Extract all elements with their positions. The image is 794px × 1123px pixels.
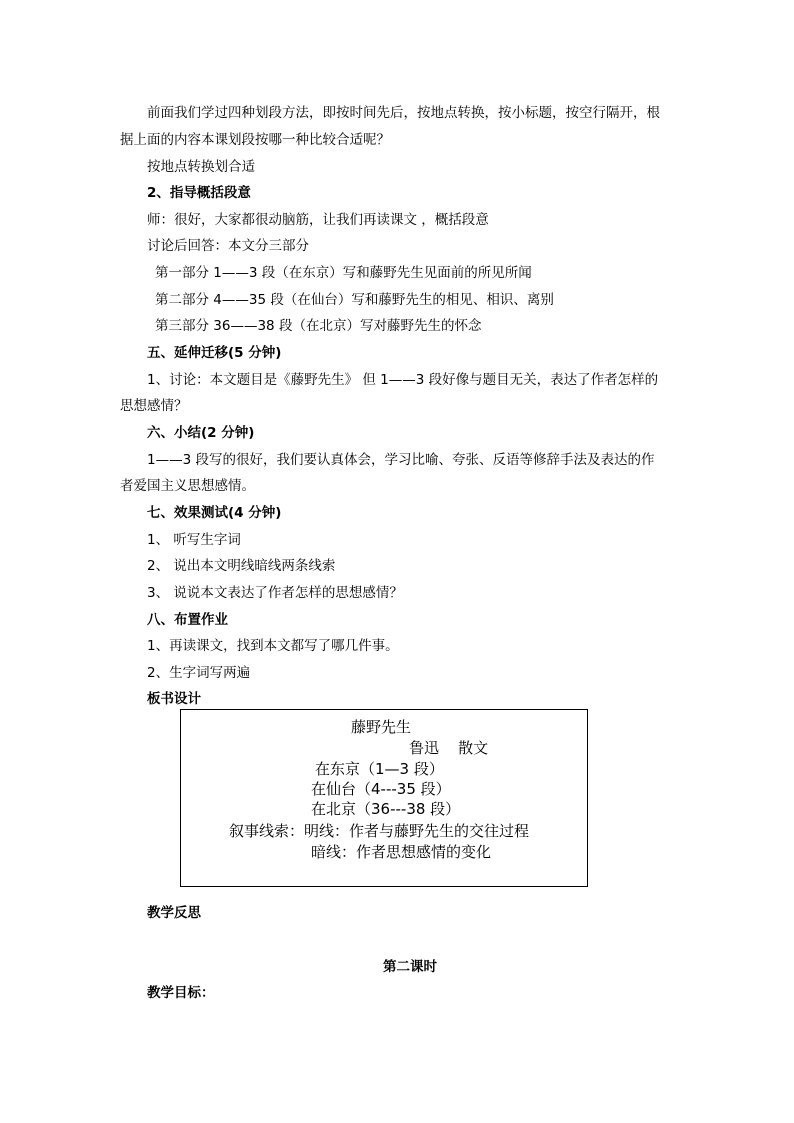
paragraph-line: 者爱国主义思想感情。 [120, 478, 255, 494]
list-item: 1、再读课文，找到本文都写了哪几件事。 [147, 638, 399, 654]
list-item: 2、生字词写两遍 [147, 665, 251, 681]
list-item: 1、 听写生字词 [147, 532, 241, 548]
paragraph-line: 据上面的内容本课划段按哪一种比较合适呢？ [120, 132, 390, 148]
paragraph-line: 前面我们学过四种划段方法，即按时间先后，按地点转换，按小标题，按空行隔开，根 [147, 105, 660, 121]
part-line: 第二部分 4——35 段（在仙台）写和藤野先生的相见、相识、离别 [155, 292, 554, 308]
board-clue-main: 叙事线索：明线：作者与藤野先生的交往过程 [229, 822, 530, 840]
part-line: 第三部分 36——38 段（在北京）写对藤野先生的怀念 [155, 318, 482, 334]
board-author-genre: 鲁迅 散文 [409, 739, 489, 757]
list-item: 3、 说说本文表达了作者怎样的思想感情？ [147, 585, 403, 601]
paragraph-line: 1——3 段写的很好，我们要认真体会，学习比喻、夸张、反语等修辞手法及表达的作 [147, 452, 655, 468]
section-heading: 八、布置作业 [147, 612, 228, 628]
paragraph-line: 1、讨论：本文题目是《藤野先生》 但 1——3 段好像与题目无关，表达了作者怎样的 [147, 372, 659, 388]
board-section-sendai: 在仙台（4---35 段） [311, 780, 451, 798]
board-section-tokyo: 在东京（1—3 段） [315, 760, 444, 778]
answer-line: 按地点转换划合适 [147, 159, 255, 175]
section-heading: 板书设计 [147, 691, 201, 707]
section-heading: 六、小结(2 分钟) [147, 425, 255, 441]
board-design-box [180, 709, 588, 887]
board-clue-hidden: 暗线：作者思想感情的变化 [311, 843, 492, 861]
section-heading: 2、指导概括段意 [147, 185, 251, 201]
paragraph-line: 讨论后回答：本文分三部分 [147, 238, 309, 254]
board-title: 藤野先生 [351, 718, 412, 736]
paragraph-line: 思想感情？ [120, 398, 188, 414]
section-heading: 教学目标： [147, 985, 215, 1001]
section-heading: 教学反思 [147, 905, 201, 921]
section-heading: 七、效果测试(4 分钟) [147, 505, 282, 521]
paragraph-line: 师：很好，大家都很动脑筋，让我们再读课文 ，概括段意 [147, 212, 489, 228]
part-line: 第一部分 1——3 段（在东京）写和藤野先生见面前的所见所闻 [155, 265, 532, 281]
board-section-beijing: 在北京（36---38 段） [311, 800, 461, 818]
list-item: 2、 说出本文明线暗线两条线索 [147, 558, 336, 574]
section-heading: 五、延伸迁移(5 分钟) [147, 345, 282, 361]
lesson-title: 第二课时 [383, 959, 437, 975]
